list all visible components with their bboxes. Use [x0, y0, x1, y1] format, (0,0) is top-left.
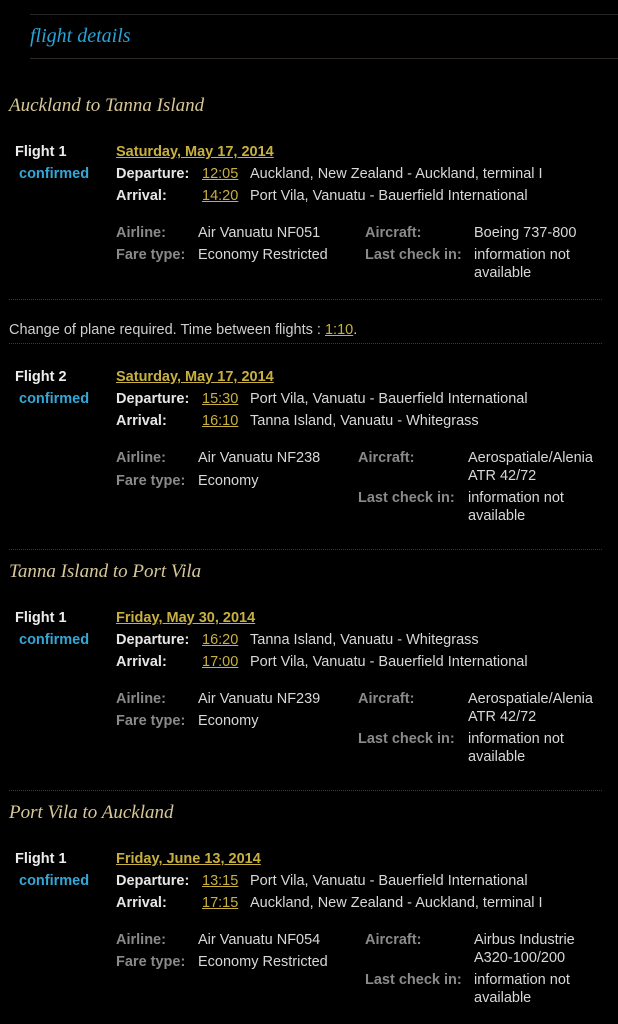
divider [9, 790, 602, 791]
departure-label: Departure: [116, 632, 190, 648]
last-check-in-value-cont: available [474, 265, 532, 281]
arrival-label: Arrival: [116, 895, 167, 911]
departure-place: Auckland, New Zealand - Auckland, terminal I [250, 166, 543, 182]
departure-time-link[interactable]: 13:15 [202, 873, 239, 889]
last-check-in-label: Last check in: [358, 490, 455, 506]
airline-value: Air Vanuatu NF239 [198, 691, 321, 707]
airline-label: Airline: [116, 450, 166, 466]
last-check-in-value-cont: available [468, 508, 526, 524]
arrival-time-link[interactable]: 17:00 [202, 654, 239, 670]
header-divider [30, 58, 618, 59]
fare-type-value: Economy Restricted [198, 954, 328, 970]
aircraft-value: Boeing 737-800 [474, 225, 577, 241]
aircraft-label: Aircraft: [365, 225, 422, 241]
fare-type-value: Economy Restricted [198, 247, 328, 263]
flight-date-link[interactable]: Friday, May 30, 2014 [116, 610, 256, 626]
airline-value: Air Vanuatu NF051 [198, 225, 321, 241]
last-check-in-value-cont: available [474, 990, 532, 1006]
arrival-label: Arrival: [116, 188, 167, 204]
arrival-label: Arrival: [116, 413, 167, 429]
arrival-place: Tanna Island, Vanuatu - Whitegrass [250, 413, 479, 429]
flight-number: Flight 1 [15, 610, 67, 626]
departure-time-link[interactable]: 16:20 [202, 632, 239, 648]
aircraft-label: Aircraft: [365, 932, 422, 948]
airline-value: Air Vanuatu NF054 [198, 932, 321, 948]
departure-place: Tanna Island, Vanuatu - Whitegrass [250, 632, 479, 648]
departure-time-link[interactable]: 12:05 [202, 166, 239, 182]
route-heading: Auckland to Tanna Island [9, 95, 205, 116]
page-title: flight details [30, 25, 131, 47]
status-badge: confirmed [19, 391, 90, 407]
fare-type-label: Fare type: [116, 473, 186, 489]
route-heading: Tanna Island to Port Vila [9, 561, 202, 582]
departure-place: Port Vila, Vanuatu - Bauerfield International [250, 391, 528, 407]
last-check-in-label: Last check in: [365, 972, 462, 988]
aircraft-value: Airbus Industrie [474, 932, 575, 948]
arrival-place: Auckland, New Zealand - Auckland, terminal I [250, 895, 543, 911]
flight-date-link[interactable]: Saturday, May 17, 2014 [116, 144, 274, 160]
airline-label: Airline: [116, 225, 166, 241]
departure-place: Port Vila, Vanuatu - Bauerfield International [250, 873, 528, 889]
fare-type-value: Economy [198, 473, 259, 489]
divider [9, 343, 602, 344]
last-check-in-value: information not [468, 490, 564, 506]
arrival-time-link[interactable]: 17:15 [202, 895, 239, 911]
flight-number: Flight 1 [15, 851, 67, 867]
fare-type-label: Fare type: [116, 713, 186, 729]
aircraft-label: Aircraft: [358, 450, 415, 466]
divider [9, 549, 602, 550]
status-badge: confirmed [19, 873, 90, 889]
aircraft-value: Aerospatiale/Alenia [468, 691, 593, 707]
flight-date-link[interactable]: Friday, June 13, 2014 [116, 851, 261, 867]
last-check-in-label: Last check in: [358, 731, 455, 747]
arrival-place: Port Vila, Vanuatu - Bauerfield International [250, 654, 528, 670]
status-badge: confirmed [19, 166, 90, 182]
divider [9, 299, 602, 300]
route-heading: Port Vila to Auckland [9, 802, 174, 823]
fare-type-value: Economy [198, 713, 259, 729]
fare-type-label: Fare type: [116, 247, 186, 263]
aircraft-value: Aerospatiale/Alenia [468, 450, 593, 466]
departure-label: Departure: [116, 873, 190, 889]
airline-value: Air Vanuatu NF238 [198, 450, 321, 466]
connection-time-link[interactable]: 1:10 [324, 322, 354, 338]
aircraft-value-cont: A320-100/200 [474, 950, 566, 966]
top-divider [30, 14, 618, 15]
last-check-in-value: information not [468, 731, 564, 747]
connection-text: Change of plane required. Time between flights : [9, 322, 325, 338]
departure-label: Departure: [116, 166, 190, 182]
aircraft-value-cont: ATR 42/72 [468, 468, 537, 484]
airline-label: Airline: [116, 691, 166, 707]
flight-number: Flight 1 [15, 144, 67, 160]
flight-date-link[interactable]: Saturday, May 17, 2014 [116, 369, 274, 385]
last-check-in-label: Last check in: [365, 247, 462, 263]
connection-suffix: . [353, 322, 358, 338]
aircraft-label: Aircraft: [358, 691, 415, 707]
connection-note [9, 322, 357, 338]
status-badge: confirmed [19, 632, 90, 648]
fare-type-label: Fare type: [116, 954, 186, 970]
arrival-label: Arrival: [116, 654, 167, 670]
departure-label: Departure: [116, 391, 190, 407]
arrival-time-link[interactable]: 14:20 [202, 188, 239, 204]
last-check-in-value-cont: available [468, 749, 526, 765]
arrival-time-link[interactable]: 16:10 [202, 413, 239, 429]
aircraft-value-cont: ATR 42/72 [468, 709, 537, 725]
arrival-place: Port Vila, Vanuatu - Bauerfield International [250, 188, 528, 204]
airline-label: Airline: [116, 932, 166, 948]
last-check-in-value: information not [474, 247, 570, 263]
flight-number: Flight 2 [15, 369, 67, 385]
last-check-in-value: information not [474, 972, 570, 988]
departure-time-link[interactable]: 15:30 [202, 391, 239, 407]
